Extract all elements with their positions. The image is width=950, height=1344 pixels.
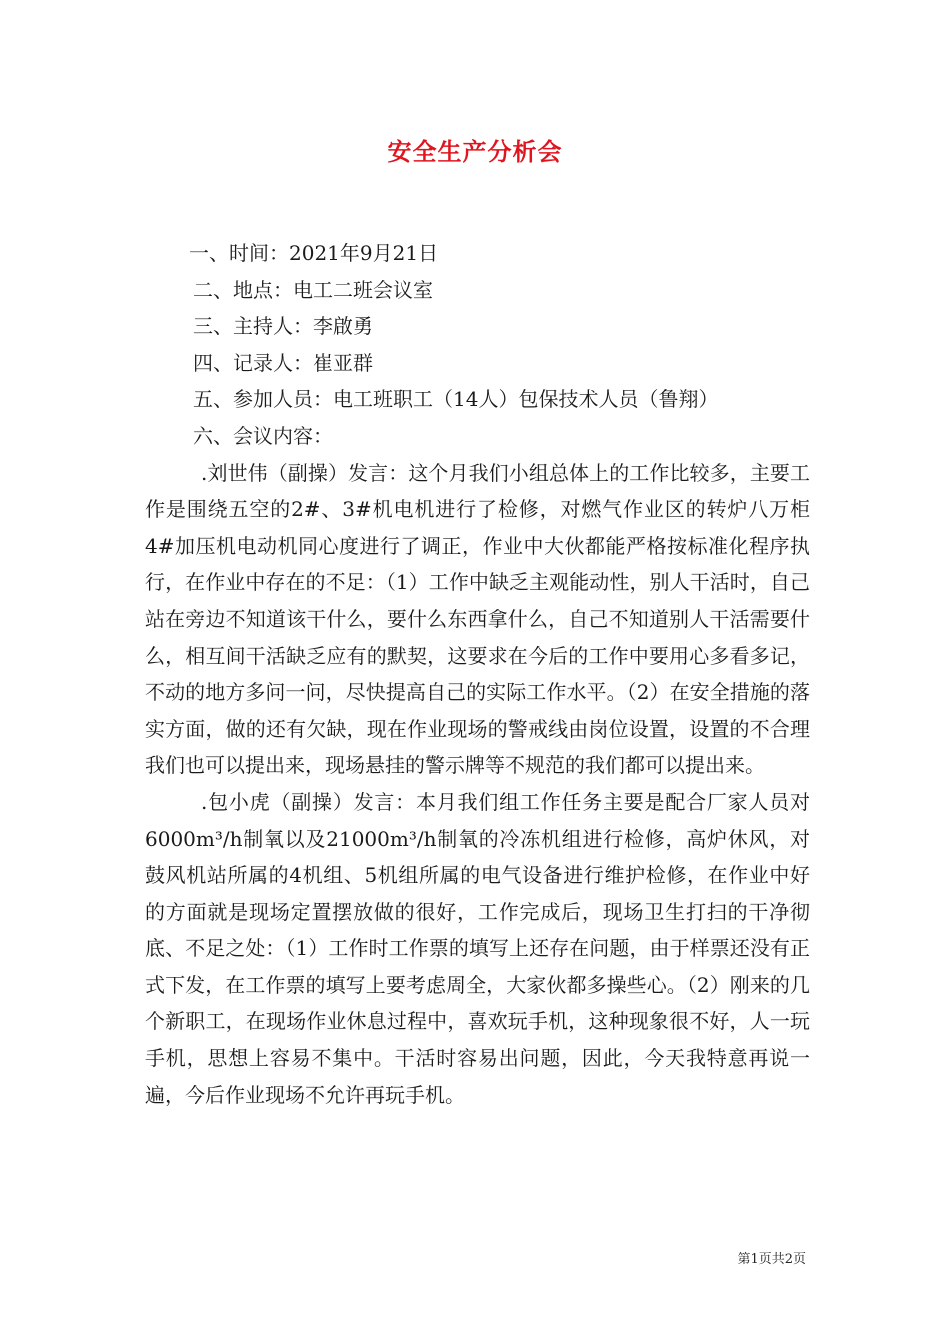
meeting-recorder: 四、记录人：崔亚群 (193, 350, 373, 375)
document-body (145, 235, 810, 1113)
meeting-location: 二、地点：电工二班会议室 (193, 277, 433, 302)
meeting-time: 一、时间：2021年9月21日 (189, 241, 439, 265)
speech-paragraph-2: .包小虎（副操）发言：本月我们组工作任务主要是配合厂家人员对6000m³/h制氧以及21000m³/h制氧的冷冻机组进行检修，高炉休风，对鼓风机站所属的4机组、5机组所属的电气设备进行维护检修，在作业中好的方面就是现场定置摆放做的很好，工作完成后，现场卫生打扫的干净彻底、不足之处：（1）工作时工作票的填写上还存在问题，由于样票还没有正式下发，在工作票的填写上要考虑周全，大家伙都多操些心。（2）刚来的几个新职工，在现场作业休息过程中，喜欢玩手机，这种现象很不好，人一玩手机，思想上容易不集中。干活时容易出问题，因此，今天我特意再说一遍，今后作业现场不允许再玩手机。 (145, 789, 810, 1107)
page-number: 第1页共2页 (737, 1252, 806, 1267)
meeting-attendees: 五、参加人员：电工班职工（14人）包保技术人员（鲁翔） (193, 387, 719, 412)
speech-paragraph-1: .刘世伟（副操）发言：这个月我们小组总体上的工作比较多，主要工作是围绕五空的2#、3#机电机进行了检修，对燃气作业区的转炉八万柜4#加压机电动机同心度进行了调正，作业中大伙都能严格按标准化程序执行，在作业中存在的不足：（1）工作中缺乏主观能动性，别人干活时，自己站在旁边不知道该干什么，要什么东西拿什么，自己不知道别人干活需要什么，相互间干活缺乏应有的默契，这要求在今后的工作中要用心多看多记，不动的地方多问一问，尽快提高自己的实际工作水平。（2）在安全措施的落实方面，做的还有欠缺，现在作业现场的警戒线由岗位设置，设置的不合理我们也可以提出来，现场悬挂的警示牌等不规范的我们都可以提出来。 (145, 460, 810, 778)
document-title: 安全生产分析会 (387, 138, 563, 166)
meeting-content-heading: 六、会议内容： (193, 423, 333, 448)
meeting-host: 三、主持人：李啟勇 (193, 314, 373, 339)
